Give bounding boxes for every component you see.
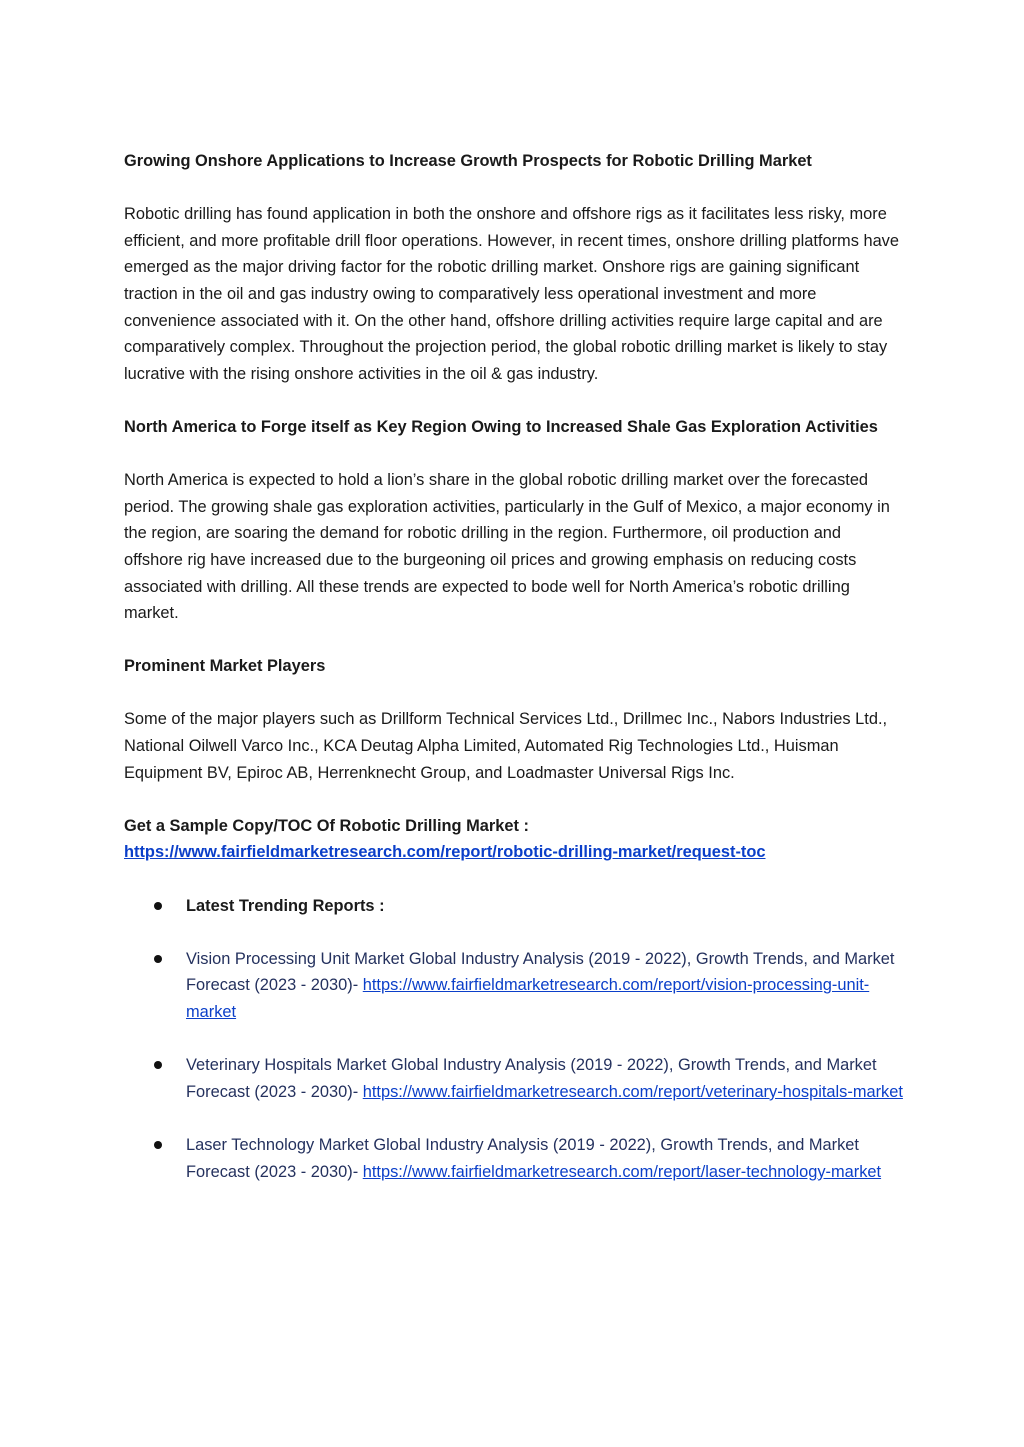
- bullet-icon: [154, 1061, 162, 1069]
- list-item-trending-label: [124, 893, 904, 920]
- trending-report-link[interactable]: https://www.fairfieldmarketresearch.com/report/veterinary-hospitals-market: [362, 1082, 903, 1101]
- trending-report-link[interactable]: https://www.fairfieldmarketresearch.com/report/vision-processing-unit-market: [186, 976, 870, 1021]
- list-item-trending-report: [124, 1052, 904, 1105]
- trending-report-link[interactable]: https://www.fairfieldmarketresearch.com/report/laser-technology-market: [362, 1162, 882, 1181]
- trending-report-text: Vision Processing Unit Market Global Industry Analysis (2019 - 2022), Growth Trends, and Market Forecast (2023 - 2030)-: [186, 949, 895, 995]
- section-body-market-players: Some of the major players such as Drillform Technical Services Ltd., Drillmec Inc., Nabors Industries Ltd., National Oilwell Varco Inc., KCA Deutag Alpha Limited, Automated Rig Technologies Ltd., Huisman Equipment BV, Epiroc AB, Herrenknecht Group, and Loadmaster Universal Rigs Inc.: [124, 710, 888, 782]
- bullet-icon: [154, 902, 162, 910]
- trending-report-text: Veterinary Hospitals Market Global Industry Analysis (2019 - 2022), Growth Trends, and Market Forecast (2023 - 2030)-: [186, 1056, 877, 1101]
- section-body-onshore: Robotic drilling has found application in both the onshore and offshore rigs as it facilitates less risky, more efficient, and more profitable drill floor operations. However, in recent times, onshore drilling platforms have emerged as the major driving factor for the robotic drilling market. Onshore rigs are gaining significant traction in the oil and gas industry owing to comparatively less operational investment and more convenience associated with it. On the other hand, offshore drilling activities require large capital and are comparatively complex. Throughout the projection period, the global robotic drilling market is likely to stay lucrative with the rising onshore activities in the oil & gas industry.: [124, 205, 899, 383]
- section-heading-market-players: Prominent Market Players: [124, 657, 326, 676]
- sample-copy-link[interactable]: https://www.fairfieldmarketresearch.com/report/robotic-drilling-market/request-toc: [124, 843, 766, 862]
- trending-reports-label: Latest Trending Reports :: [186, 896, 385, 915]
- section-heading-onshore: Growing Onshore Applications to Increase Growth Prospects for Robotic Drilling Market: [124, 152, 812, 170]
- list-item-trending-report: [124, 1132, 904, 1185]
- bullet-icon: [154, 1141, 162, 1149]
- list-item-trending-report: [124, 946, 904, 1026]
- bullet-icon: [154, 955, 162, 963]
- document-content: [124, 148, 904, 1185]
- trending-report-text: Laser Technology Market Global Industry Analysis (2019 - 2022), Growth Trends, and Market Forecast (2023 - 2030)-: [186, 1135, 859, 1181]
- section-body-north-america: North America is expected to hold a lion’s share in the global robotic drilling market over the forecasted period. The growing shale gas exploration activities, particularly in the Gulf of Mexico, a major economy in the region, are soaring the demand for robotic drilling in the region. Furthermore, oil production and offshore rig have increased due to the burgeoning oil prices and growing emphasis on reducing costs associated with drilling. All these trends are expected to bode well for North America’s robotic drilling market.: [124, 471, 890, 623]
- trending-reports-list: [124, 893, 904, 1186]
- sample-copy-label: Get a Sample Copy/TOC Of Robotic Drilling Market :: [124, 816, 529, 835]
- section-heading-north-america: North America to Forge itself as Key Region Owing to Increased Shale Gas Exploration Activities: [124, 417, 878, 436]
